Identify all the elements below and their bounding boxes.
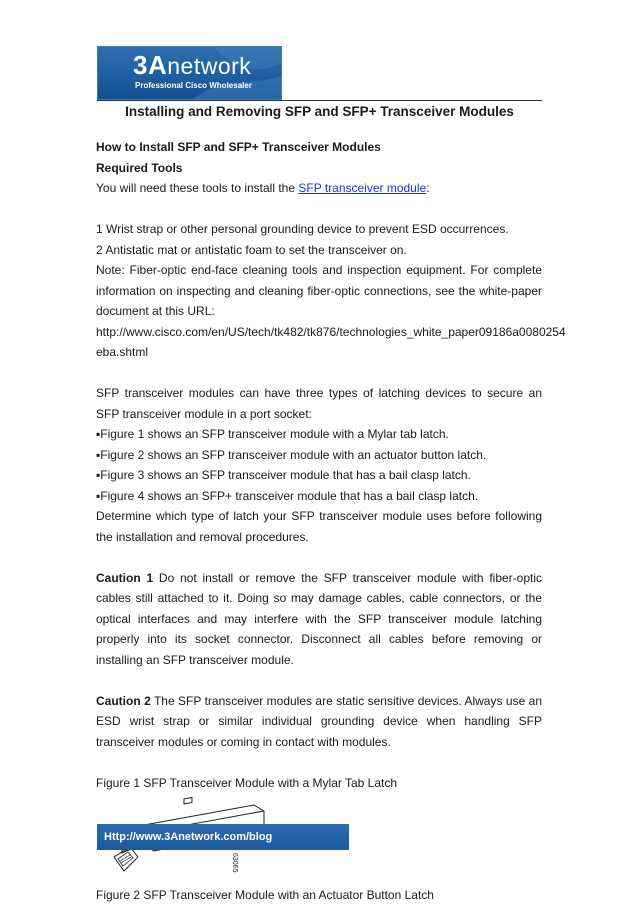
latch-list-item: ▪Figure 4 shows an SFP+ transceiver module that has a bail clasp latch.: [96, 488, 479, 503]
latch-intro: SFP transceiver modules can have three types of latching devices to secure an SFP transceiver module in a port socket:: [96, 386, 542, 421]
caution-1-label: Caution 1: [96, 570, 154, 585]
page-title: Installing and Removing SFP and SFP+ Transceiver Modules: [125, 104, 514, 119]
tools-intro-colon: :: [426, 181, 430, 195]
company-logo: [97, 46, 282, 100]
figure-1-caption: Figure 1 SFP Transceiver Module with a Mylar Tab Latch: [96, 775, 398, 790]
document-body: [96, 137, 566, 906]
logo-tagline: Professional Cisco Wholesaler: [135, 81, 252, 90]
caution-2: [96, 691, 542, 753]
header-divider: [97, 100, 542, 101]
caution-2-label: Caution 2: [96, 693, 151, 708]
figure-1-id: 63065: [231, 853, 238, 873]
logo-name-prefix: 3A: [133, 50, 168, 80]
figure-2-caption: Figure 2 SFP Transceiver Module with an Actuator Button Latch: [96, 888, 434, 902]
sfp-module-link[interactable]: SFP transceiver module: [298, 181, 427, 195]
tools-intro-text: You will need these tools to install the: [96, 181, 299, 195]
spacer: [96, 363, 542, 384]
tools-intro: [96, 178, 542, 199]
tool-item-2: 2 Antistatic mat or antistatic foam to set the transceiver on.: [96, 242, 407, 257]
caution-2-text: The SFP transceiver modules are static sensitive devices. Always use an ESD wrist strap or similar individual grounding device when handling SFP transceiver modules or coming in contact with modules.: [96, 693, 542, 749]
footer-blog-link[interactable]: Http://www.3Anetwork.com/blog: [104, 831, 273, 843]
spacer: [96, 547, 542, 568]
spacer: [96, 670, 542, 691]
section-heading-install: How to Install SFP and SFP+ Transceiver Modules: [96, 140, 381, 154]
caution-1: [96, 568, 542, 671]
note-paragraph: Note: Fiber-optic end-face cleaning tools and inspection equipment. For complete information on inspecting and cleaning fiber-optic connections, see the white-paper document at this URL:: [96, 263, 542, 318]
latch-list-item: ▪Figure 2 shows an SFP transceiver module with an actuator button latch.: [96, 447, 487, 462]
tool-item-1: 1 Wrist strap or other personal grounding device to prevent ESD occurrences.: [96, 222, 509, 236]
section-heading-tools: Required Tools: [96, 160, 183, 175]
spacer: [96, 752, 542, 773]
latch-outro: Determine which type of latch your SFP transceiver module uses before following the installation and removal procedures.: [96, 509, 542, 544]
latch-list-item: ▪Figure 3 shows an SFP transceiver module that has a bail clasp latch.: [96, 468, 471, 482]
logo-name: [133, 50, 251, 81]
spacer: [96, 199, 542, 220]
latch-list-item: ▪Figure 1 shows an SFP transceiver module with a Mylar tab latch.: [96, 427, 449, 441]
whitepaper-url-line-1: http://www.cisco.com/en/US/tech/tk482/tk876/technologies_white_paper09186a0080254: [96, 324, 566, 339]
footer-banner: [97, 824, 349, 850]
whitepaper-url-line-2: eba.shtml: [96, 345, 149, 359]
caution-1-text: Do not install or remove the SFP transceiver module with fiber-optic cables still attached to it. Doing so may damage cables, cable connectors, or the optical interfaces and may interfere with the SFP transceiver module latching properly into its socket connector. Disconnect all cables before removing or installing an SFP transceiver module.: [96, 570, 542, 667]
logo-name-suffix: network: [167, 53, 252, 79]
